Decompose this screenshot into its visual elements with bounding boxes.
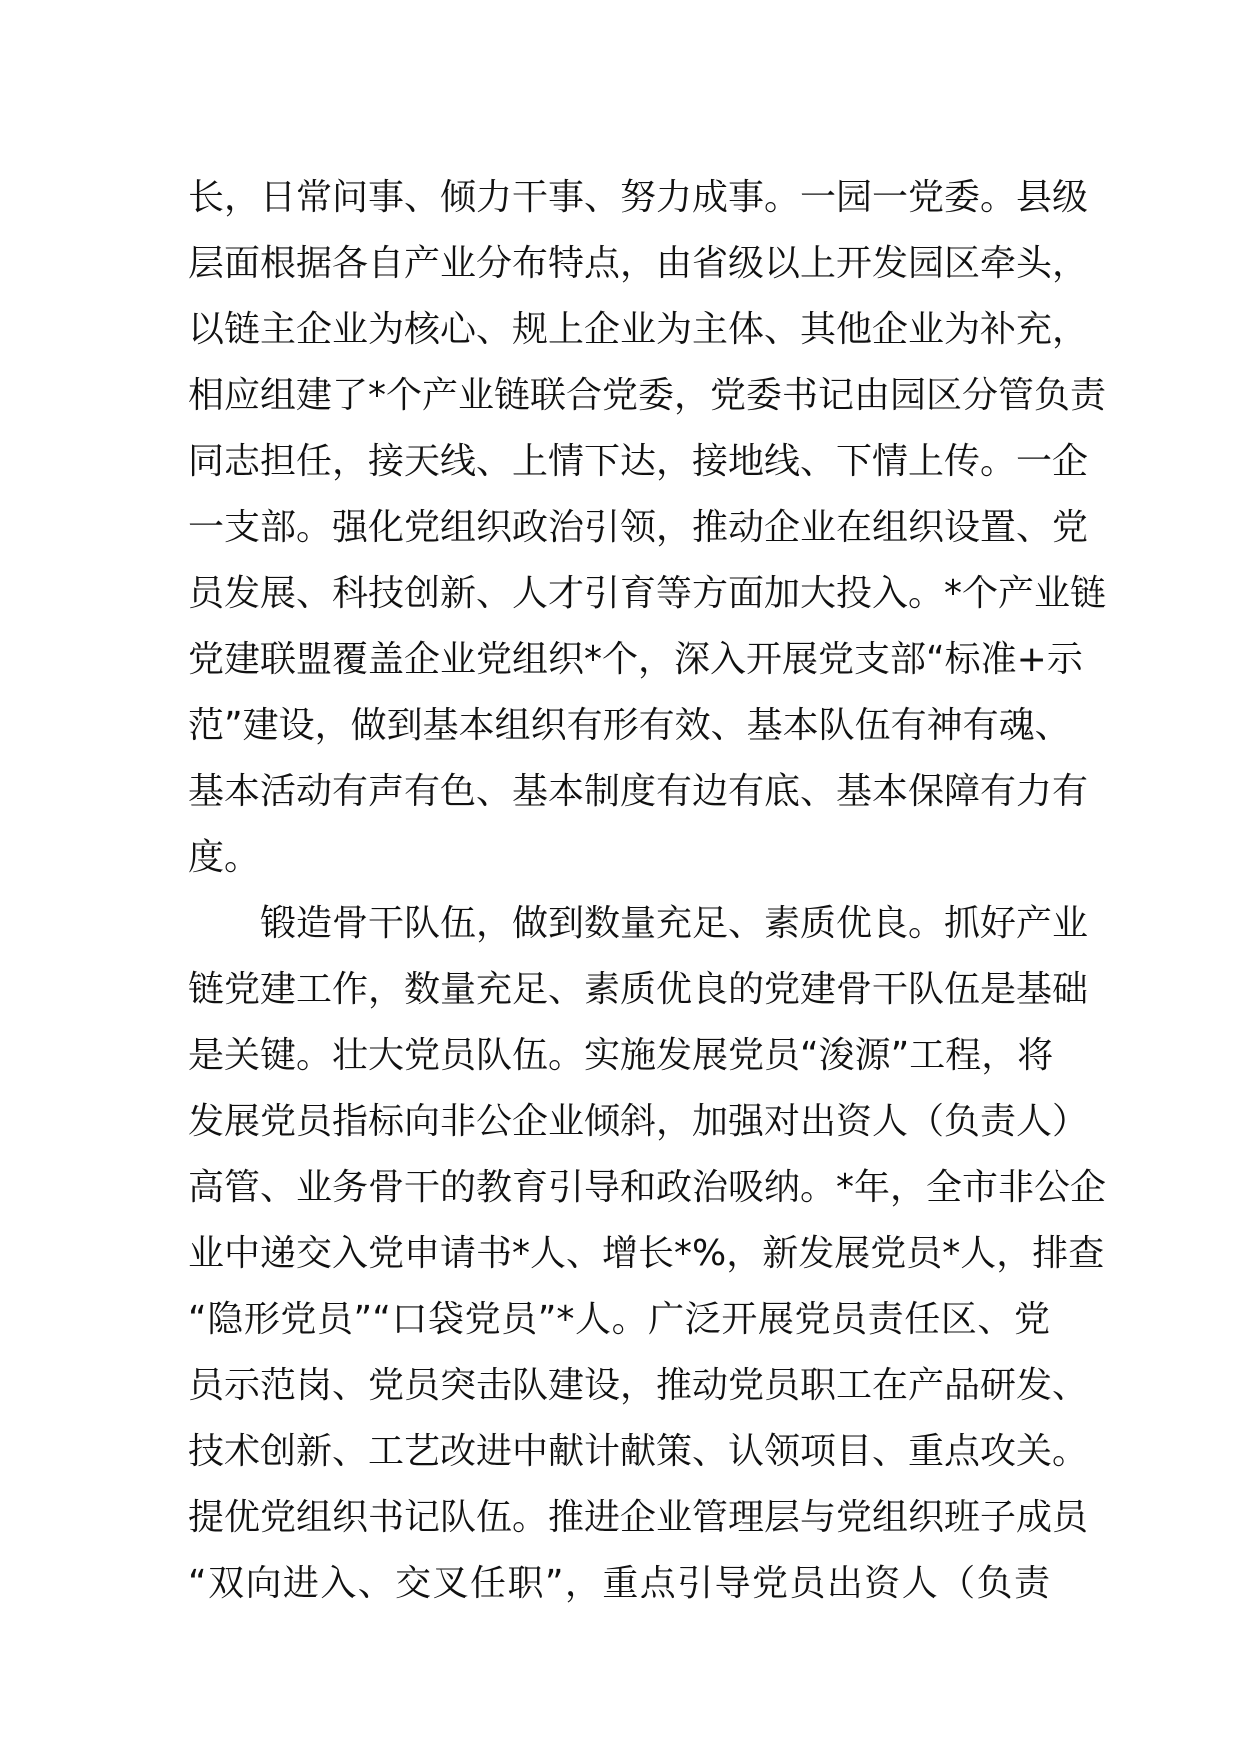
text-line: “双向进入、交叉任职”，重点引导党员出资人（负责 — [188, 1563, 1050, 1604]
text-line: 基本活动有声有色、基本制度有边有底、基本保障有力有 — [188, 771, 1089, 812]
text-line: 锻造骨干队伍，做到数量充足、素质优良。抓好产业 — [260, 903, 1089, 944]
text-line: 业中递交入党申请书*人、增长*%，新发展党员*人，排查 — [188, 1233, 1105, 1274]
text-line: 员示范岗、党员突击队建设，推动党员职工在产品研发、 — [188, 1365, 1089, 1406]
text-line: 技术创新、工艺改进中献计献策、认领项目、重点攻关。 — [188, 1431, 1089, 1472]
text-line: 是关键。壮大党员队伍。实施发展党员“浚源”工程，将 — [188, 1035, 1054, 1076]
text-line: “隐形党员”“口袋党员”*人。广泛开展党员责任区、党 — [188, 1299, 1050, 1340]
text-line: 高管、业务骨干的教育引导和政治吸纳。*年，全市非公企 — [188, 1167, 1107, 1208]
text-line: 长，日常问事、倾力干事、努力成事。一园一党委。县级 — [188, 177, 1089, 218]
text-line: 一支部。强化党组织政治引领，推动企业在组织设置、党 — [188, 507, 1089, 548]
text-line: 度。 — [188, 837, 261, 878]
text-line: 党建联盟覆盖企业党组织*个，深入开展党支部“标准+示 — [188, 639, 1083, 680]
body-text — [188, 165, 1107, 1617]
text-line: 层面根据各自产业分布特点，由省级以上开发园区牵头， — [188, 243, 1089, 284]
text-line: 链党建工作，数量充足、素质优良的党建骨干队伍是基础 — [188, 969, 1089, 1010]
text-line: 范”建设，做到基本组织有形有效、基本队伍有神有魂、 — [188, 705, 1071, 746]
paragraph-2 — [188, 891, 1107, 1617]
text-line: 同志担任，接天线、上情下达，接地线、下情上传。一企 — [188, 441, 1089, 482]
paragraph-1 — [188, 165, 1107, 891]
text-line: 发展党员指标向非公企业倾斜，加强对出资人（负责人） — [188, 1101, 1089, 1142]
text-line: 相应组建了*个产业链联合党委，党委书记由园区分管负责 — [188, 375, 1107, 416]
text-line: 以链主企业为核心、规上企业为主体、其他企业为补充， — [188, 309, 1089, 350]
text-line: 员发展、科技创新、人才引育等方面加大投入。*个产业链 — [188, 573, 1107, 614]
text-line: 提优党组织书记队伍。推进企业管理层与党组织班子成员 — [188, 1497, 1089, 1538]
